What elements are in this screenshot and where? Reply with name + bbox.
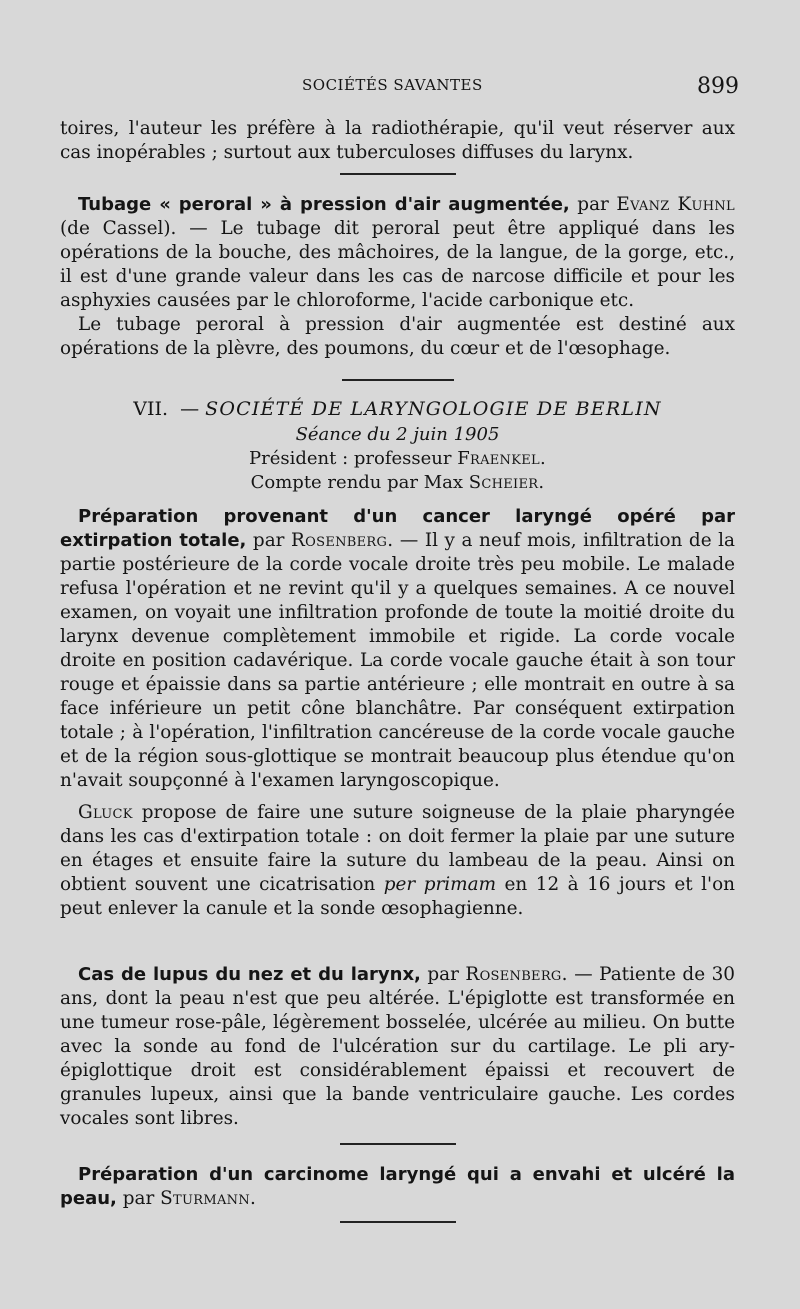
spacer [60, 495, 735, 505]
spacer [60, 793, 735, 801]
society-name: SOCIÉTÉ DE LARYNGOLOGIE DE BERLIN [205, 398, 662, 420]
article-by: par [420, 964, 466, 985]
article-author: Rosenberg. [291, 530, 394, 551]
latin-term: per primam [383, 874, 497, 895]
report-line [60, 471, 735, 495]
page-number: 899 [697, 74, 739, 99]
section-divider [340, 1221, 456, 1223]
president-name: Fraenkel. [457, 448, 546, 469]
discussion-text: propose de faire une suture soigneuse de la plaie pharyngée dans les cas d'extirpation totale : on doit fermer la plaie par une suture en étages et ensuite faire la suture du lambeau de la peau. Ainsi on obtient souvent une cicatrisation [60, 802, 735, 895]
society-heading [60, 395, 735, 423]
spacer [60, 921, 735, 963]
society-dash: — [180, 398, 200, 420]
article-tubage-paragraph-2: Le tubage peroral à pression d'air augmentée est destiné aux opérations de la plèvre, des poumons, du cœur et de l'œsophage. [60, 314, 735, 359]
president-label: Président : professeur [249, 448, 458, 469]
article-body: — Il y a neuf mois, infiltration de la partie postérieure de la corde vocale droite très peu mobile. Le malade refusa l'opération et ne revint qu'il y a quelques semaines. A ce nouvel examen, on voyait une infiltration profonde de toute la moitié droite du larynx devenue complètement immobile et rigide. La corde vocale droite en position cadavérique. La corde vocale gauche était à son tour rouge et épaissie dans sa partie antérieure ; elle montrait en outre à sa face inférieure un petit cône blanchâtre. Par conséquent extirpation totale ; à l'opération, l'infiltration cancéreuse de la corde vocale gauche et de la région sous-glottique se montrait beaucoup plus étendue qu'on n'avait soupçonné à l'examen laryngoscopique. [60, 530, 735, 791]
president-line [60, 447, 735, 471]
article-cancer [60, 505, 735, 793]
article-author: Rosenberg. [465, 964, 568, 985]
society-numeral: VII. [133, 398, 169, 420]
article-author: Evanz Kuhnl [616, 194, 735, 215]
running-head: SOCIÉTÉS SAVANTES [302, 76, 483, 94]
report-name: Scheier. [468, 472, 545, 493]
article-body: — Patiente de 30 ans, dont la peau n'est que peu altérée. L'épiglotte est transformée en une tumeur rose-pâle, légèrement bosselée, ulcérée au milieu. On butte avec la sonde au fond de l'ulcération sur du cartilage. Le pli ary-épiglottique droit est considérablement épaissi et recouvert de granules lupeux, ainsi que la bande ventriculaire gauche. Les cordes vocales sont libres. [60, 964, 735, 1129]
intro-paragraph: toires, l'auteur les préfère à la radiothérapie, qu'il veut réserver aux cas inopérables ; surtout aux tuberculoses diffuses du larynx. [60, 118, 735, 163]
article-title: Cas de lupus du nez et du larynx, [78, 964, 421, 985]
article-title: Préparation provenant d'un cancer laryngé opéré par extirpation totale, [60, 506, 735, 551]
article-lupus [60, 963, 735, 1131]
article-by: par [116, 1188, 161, 1209]
article-tubage [60, 193, 735, 313]
discussant-name: Gluck [78, 802, 133, 823]
section-divider [340, 1143, 456, 1145]
article-body: (de Cassel). — Le tubage dit peroral peut être appliqué dans les opérations de la bouche, des mâchoires, de la langue, de la gorge, etc., il est d'une grande valeur dans les cas de narcose difficile et pour les asphyxies causées par le chloroforme, l'acide carbonique etc. [60, 218, 735, 311]
article-author: Sturmann. [160, 1188, 257, 1209]
article-cancer-discussion [60, 801, 735, 921]
section-divider [340, 173, 456, 175]
article-by: par [569, 194, 617, 215]
article-title: Préparation d'un carcinome laryngé qui a envahi et ulcéré la peau, [60, 1164, 735, 1209]
discussion-text-end: en 12 à 16 jours et l'on peut enlever la canule et la sonde œsophagienne. [60, 874, 735, 919]
article-by: par [246, 530, 292, 551]
report-label: Compte rendu par Max [250, 472, 469, 493]
section-divider [342, 379, 454, 381]
meeting-date: Séance du 2 juin 1905 [295, 424, 500, 445]
article-title: Tubage « peroral » à pression d'air augmentée, [78, 194, 570, 215]
page-header [0, 76, 800, 104]
article-carcinome [60, 1163, 735, 1211]
page-content [60, 117, 735, 1223]
